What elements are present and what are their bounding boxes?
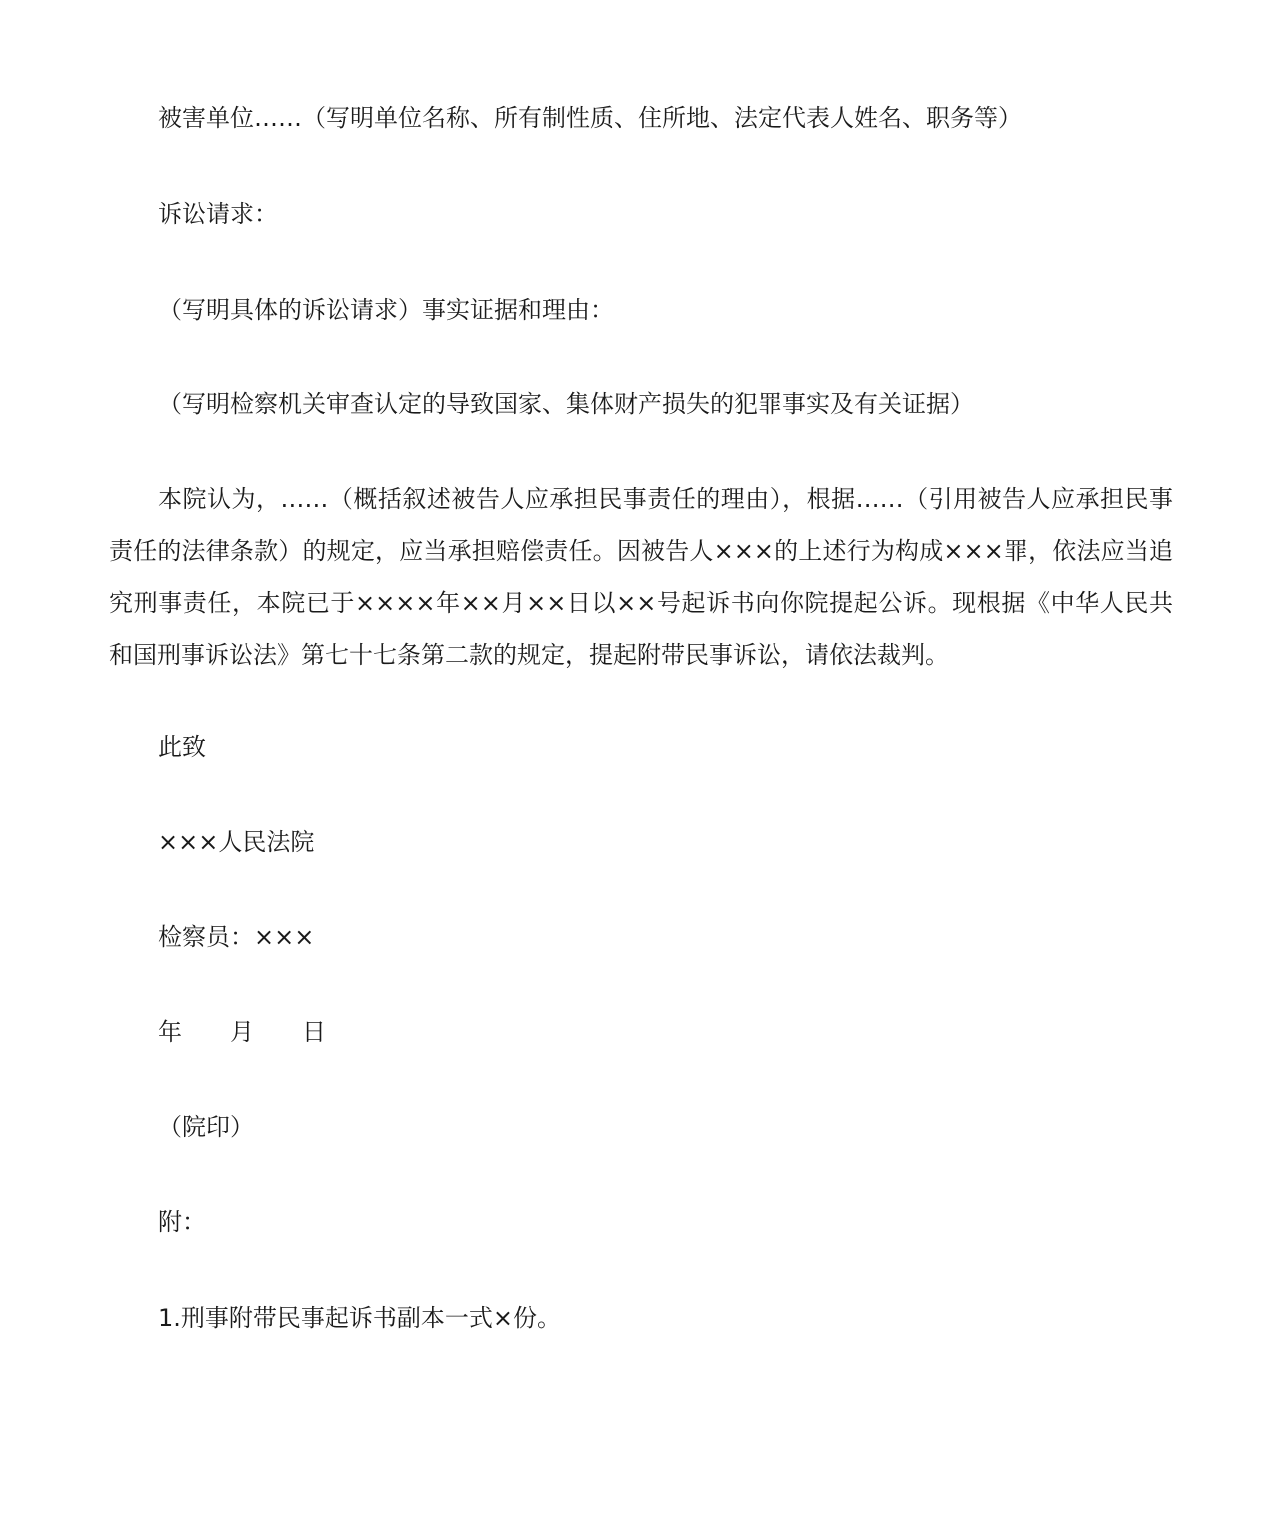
date-year: 年: [158, 1018, 182, 1046]
claims-and-facts-line: （写明具体的诉讼请求）事实证据和理由：: [158, 296, 614, 324]
date-line: [158, 1016, 326, 1048]
attachments-heading: 附：: [158, 1208, 206, 1236]
victim-unit-line: 被害单位……（写明单位名称、所有制性质、住所地、法定代表人姓名、职务等）: [158, 104, 1022, 132]
salutation: 此致: [158, 733, 206, 761]
facts-line: （写明检察机关审查认定的导致国家、集体财产损失的犯罪事实及有关证据）: [158, 390, 974, 418]
date-month: 月: [230, 1018, 254, 1046]
seal-note: （院印）: [158, 1113, 254, 1141]
prosecutor-line: 检察员：×××: [158, 923, 315, 951]
reasoning-paragraph: 本院认为，……（概括叙述被告人应承担民事责任的理由），根据……（引用被告人应承担民事责任的法律条款）的规定，应当承担赔偿责任。因被告人×××的上述行为构成×××罪，依法应当追究刑事责任，本院已于××××年××月××日以××号起诉书向你院提起公诉。现根据《中华人民共和国刑事诉讼法》第七十七条第二款的规定，提起附带民事诉讼，请依法裁判。: [109, 485, 1173, 669]
attachment-item: 1.刑事附带民事起诉书副本一式×份。: [158, 1304, 562, 1332]
date-day: 日: [302, 1018, 326, 1046]
claims-heading: 诉讼请求：: [158, 200, 278, 228]
court-name: ×××人民法院: [158, 828, 315, 856]
